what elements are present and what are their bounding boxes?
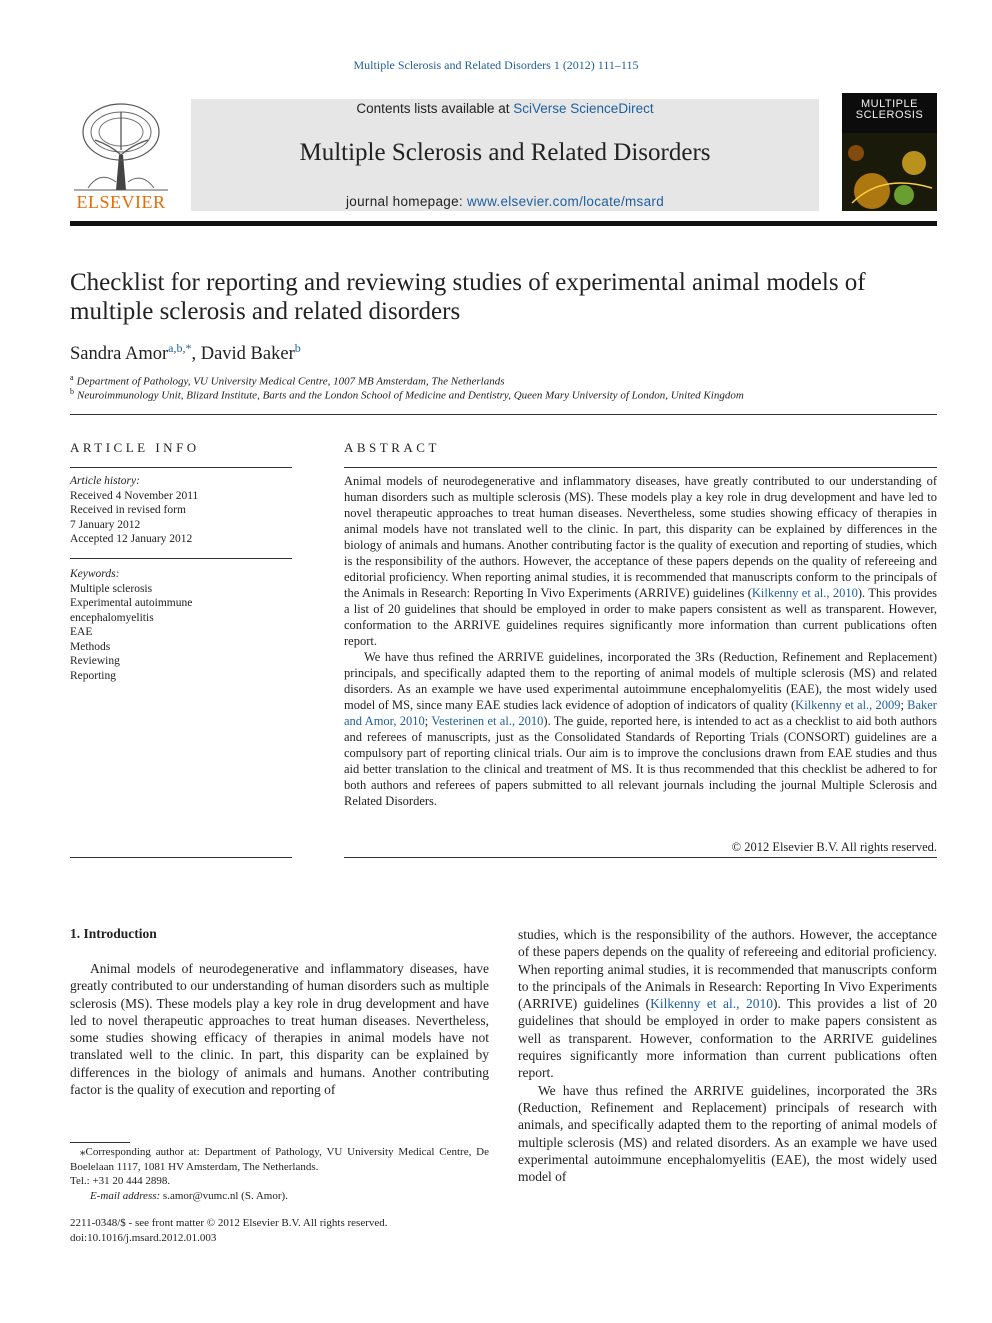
abstract-body	[344, 473, 937, 809]
article-history-label: Article history:	[70, 475, 140, 487]
doi-line[interactable]: doi:10.1016/j.msard.2012.01.003	[70, 1231, 217, 1244]
contents-line	[191, 101, 819, 116]
body-text: studies, which is the responsibility of the authors. However, the acceptance of these papers depends on the quality of refereeing and editorial proficiency. When reporting animal studies, it is recommended that manuscripts conform to the principals of the Animals in Research: Reporting In Vivo Experiments (ARRIVE) guidelines (	[518, 927, 937, 1012]
abstract-paragraph	[344, 473, 937, 649]
abstract-bottom-rule	[344, 857, 937, 858]
email-address[interactable]: s.amor@vumc.nl (S. Amor).	[160, 1189, 288, 1202]
abstract-paragraph	[344, 649, 937, 809]
body-paragraph: Animal models of neurodegenerative and inflammatory diseases, have greatly contributed to our understanding of human disorders such as multiple sclerosis (MS). These models play a key role in drug development and have led to novel therapeutic approaches to treat human diseases. Nevertheless, some studies showing efficacy of therapies in animal models have not translated well to the clinic. In part, this disparity can be explained by differences in the biology of animals and humans. Another contributing factor is the quality of execution and reporting of	[70, 961, 489, 1098]
history-item: 7 January 2012	[70, 518, 141, 531]
keyword: Methods	[70, 640, 111, 653]
section-heading-introduction: 1. Introduction	[70, 926, 157, 941]
cover-title	[842, 99, 937, 121]
body-text: ). This provides a list of 20 guidelines that should be employed in order to make papers consistent as well as transparent. However, conformation to the ARRIVE guidelines requires significantly more information than current publications often report.	[518, 996, 937, 1081]
body-paragraph: We have thus refined the ARRIVE guidelines, incorporated the 3Rs (Reduction, Refinement and Replacement) principals of research with animals, and specifically adapted them to the reporting of animal models of multiple sclerosis (MS) and related disorders. As an example we have used experimental autoimmune encephalomyelitis (EAE), the most widely used model of	[518, 1082, 937, 1185]
intro-right-column	[518, 926, 937, 1185]
keywords-label: Keywords:	[70, 568, 120, 580]
keyword: EAE	[70, 626, 93, 638]
citation-link[interactable]: Kilkenny et al., 2010	[650, 996, 773, 1012]
cover-title-line2: SCLEROSIS	[855, 109, 924, 121]
footnote-email-line	[70, 1189, 489, 1204]
affiliation	[70, 387, 744, 402]
keyword: Experimental autoimmune	[70, 597, 193, 609]
citation-separator: ;	[900, 698, 908, 712]
affiliation	[70, 373, 504, 388]
copyright-notice: © 2012 Elsevier B.V. All rights reserved.	[731, 840, 937, 854]
author-list	[70, 341, 301, 365]
article-info-bottom-rule	[70, 857, 292, 858]
journal-cover-image	[842, 93, 937, 211]
citation-link[interactable]: Baker and Amor, 2010	[344, 698, 937, 728]
publisher-wordmark: ELSEVIER	[76, 192, 166, 212]
article-info-heading: ARTICLE INFO	[70, 440, 200, 455]
intro-left-column	[70, 960, 489, 1098]
keyword: Multiple sclerosis	[70, 582, 153, 595]
article-info-rule	[70, 467, 292, 468]
keyword: Reviewing	[70, 655, 120, 667]
masthead-rule	[70, 221, 937, 226]
sciencedirect-link[interactable]: SciVerse ScienceDirect	[513, 101, 654, 116]
email-label: E-mail address:	[90, 1189, 161, 1202]
author-affiliation-marker[interactable]: a,b,*	[168, 341, 192, 355]
footnote-tel: Tel.: +31 20 444 2898.	[70, 1175, 171, 1187]
corresponding-author-footnote	[70, 1145, 489, 1203]
abstract-text: ). This provides a list of 20 guidelines that should be employed in order to make papers consistent as well as transparent. However, conformation to the ARRIVE guidelines requires significantly more information than current publications often report.	[344, 586, 937, 648]
history-item: Accepted 12 January 2012	[70, 533, 193, 545]
footnote-rule	[70, 1142, 130, 1143]
keywords-rule	[70, 558, 292, 559]
author-separator: ,	[191, 344, 201, 365]
history-item: Received 4 November 2011	[70, 489, 199, 502]
title-rule	[70, 414, 937, 415]
keywords	[70, 567, 292, 683]
affiliation-text: Neuroimmunology Unit, Blizard Institute, Barts and the London School of Medicine and Dentistry, Queen Mary University of London, United Kingdom	[77, 389, 744, 402]
history-item: Received in revised form	[70, 504, 186, 516]
keyword: encephalomyelitis	[70, 611, 154, 624]
journal-title: Multiple Sclerosis and Related Disorders	[299, 139, 711, 166]
journal-reference[interactable]: Multiple Sclerosis and Related Disorders 1 (2012) 111–115	[353, 58, 639, 72]
abstract-text: Animal models of neurodegenerative and inflammatory diseases, have greatly contributed to our understanding of human disorders such as multiple sclerosis (MS). These models play a key role in drug development and have led to novel therapeutic approaches to treat human diseases. Nevertheless, some studies showing efficacy of therapies in animal models have not translated well to the clinic. In part, this disparity can be explained by differences in the biology of animals and humans. Another contributing factor is the quality of execution and reporting of studies, which is the responsibility of the authors. However, the acceptance of these papers depends on the quality of refereeing and editorial proficiency. When reporting animal studies, it is recommended that manuscripts conform to the principals of the Animals in Research: Reporting In Vivo Experiments (ARRIVE) guidelines (	[344, 474, 937, 600]
footnote-corresponding: ⁎Corresponding author at: Department of Pathology, VU University Medical Centre, De Boelelaan 1117, 1081 HV Amsterdam, The Netherlands.	[70, 1146, 489, 1173]
affiliation-marker: a	[70, 373, 74, 382]
issn-block	[70, 1216, 388, 1245]
cover-title-line1: MULTIPLE	[861, 98, 918, 110]
abstract-text: We have thus refined the ARRIVE guidelines, incorporated the 3Rs (Reduction, Refinement and Replacement) principals, and specifically adapted them to the reporting of animal models of multiple sclerosis (MS) and related disorders. As an example we have used experimental autoimmune encephalomyelitis (EAE), the most widely used model of MS, since many EAE studies lack evidence of adoption of indicators of quality (	[344, 650, 937, 712]
affiliation-marker: b	[70, 387, 74, 396]
citation-separator: ;	[424, 714, 432, 728]
article-title: Checklist for reporting and reviewing studies of experimental animal models of multiple sclerosis and related disorders	[70, 269, 866, 325]
citation-link[interactable]: Kilkenny et al., 2010	[751, 586, 858, 600]
homepage-prefix: journal homepage:	[346, 194, 467, 209]
keyword: Reporting	[70, 669, 116, 682]
cover-artwork	[842, 133, 937, 211]
article-history	[70, 474, 292, 547]
abstract-rule	[344, 467, 937, 468]
citation-link[interactable]: Vesterinen et al., 2010	[431, 714, 544, 728]
abstract-text: ). The guide, reported here, is intended to act as a checklist to aid both authors and referees of manuscripts, just as the Consolidated Standards of Reporting Trials (CONSORT) guidelines are a compulsory part of reporting clinical trials. Our aim is to improve the conclusions drawn from EAE studies and thus aid better translation to the clinical and treatment of MS. It is thus recommended that this checklist be adhered to for both authors and referees of papers submitted to all relevant journals including the journal Multiple Sclerosis and Related Disorders.	[344, 714, 937, 808]
affiliation-text: Department of Pathology, VU University Medical Centre, 1007 MB Amsterdam, The Netherlands	[76, 375, 505, 388]
issn-line: 2211-0348/$ - see front matter © 2012 Elsevier B.V. All rights reserved.	[70, 1217, 388, 1229]
contents-prefix: Contents lists available at	[356, 101, 514, 116]
citation-link[interactable]: Kilkenny et al., 2009	[795, 698, 901, 712]
homepage-line	[191, 194, 819, 209]
abstract-heading: ABSTRACT	[344, 440, 440, 455]
author-affiliation-marker[interactable]: b	[294, 341, 301, 355]
author-name: Sandra Amor	[70, 344, 169, 365]
homepage-link[interactable]: www.elsevier.com/locate/msard	[466, 194, 664, 209]
author-name: David Baker	[200, 344, 295, 365]
body-paragraph	[518, 926, 937, 1082]
